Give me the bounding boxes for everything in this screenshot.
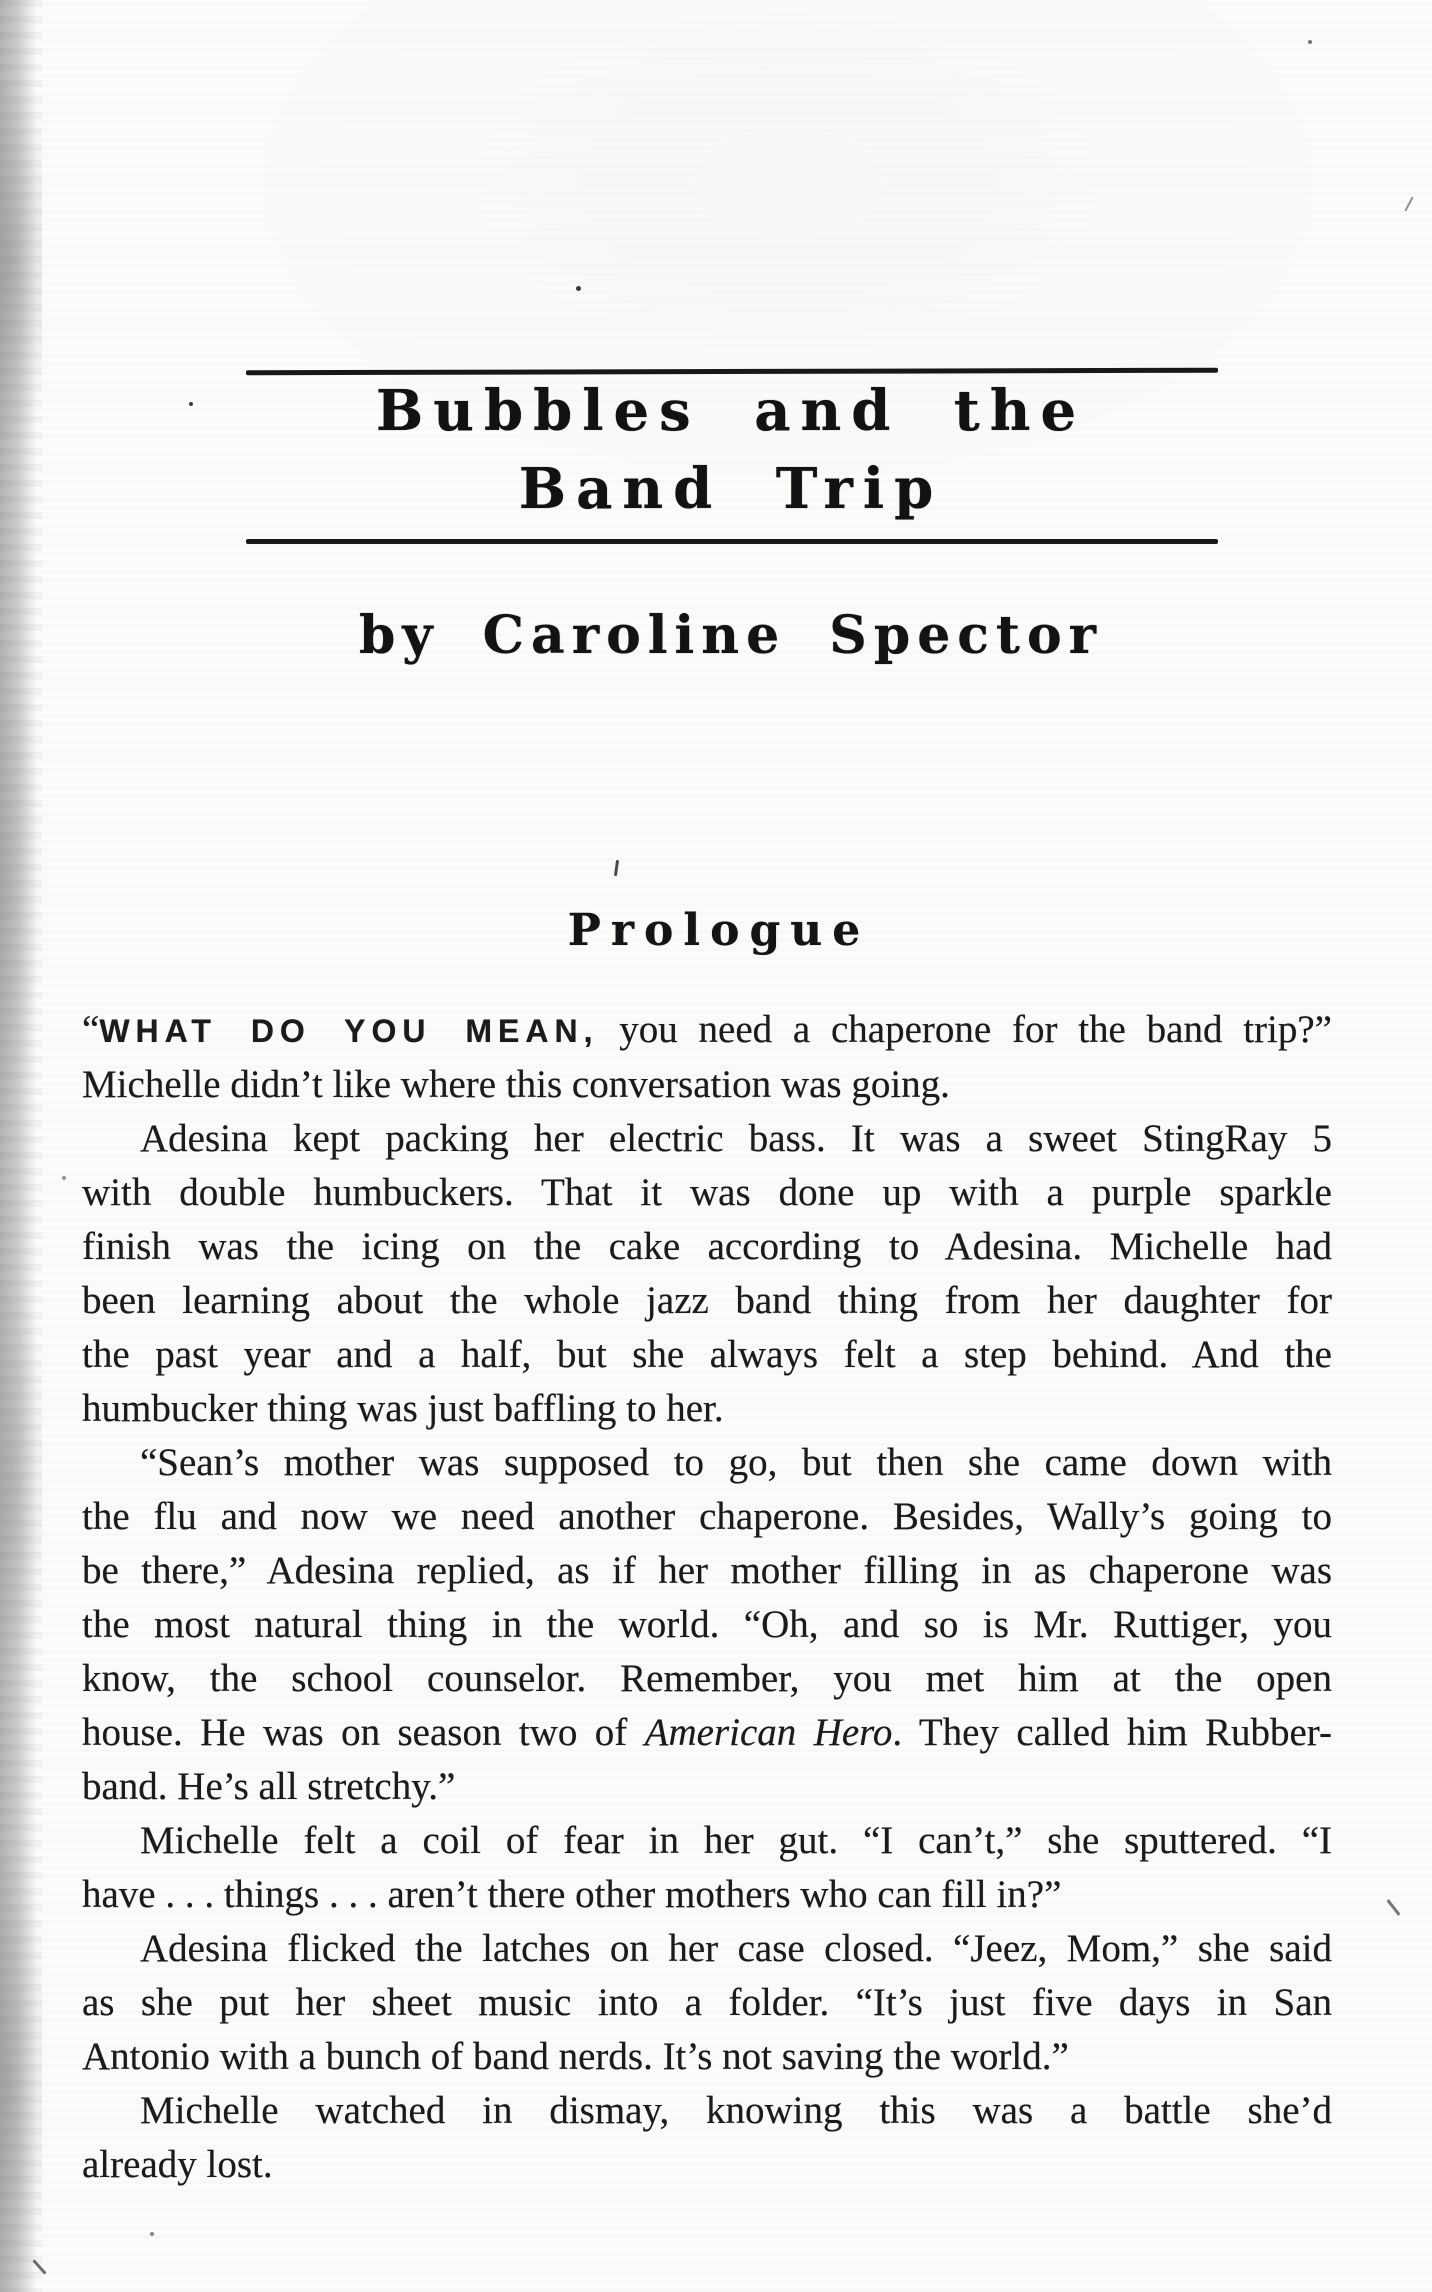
- line-text: you need a chaperone for the band trip?”: [598, 1008, 1332, 1051]
- scan-gutter-shadow: [0, 0, 42, 2292]
- body-line: be there,” Adesina replied, as if her mother filling in as chaperone was: [82, 1549, 1332, 1592]
- body-line: Antonio with a bunch of band nerds. It’s not saving the world.”: [82, 2035, 1069, 2078]
- body-text: [82, 1003, 1332, 2192]
- scan-speck: [62, 1176, 66, 1180]
- lead-small-caps: WHAT DO YOU MEAN,: [99, 1013, 599, 1049]
- section-heading: Prologue: [567, 905, 871, 956]
- body-line: humbucker thing was just baffling to her.: [82, 1387, 724, 1430]
- body-line: the past year and a half, but she always felt a step behind. And the: [82, 1333, 1332, 1376]
- story-title-line-2: Band Trip: [518, 456, 944, 522]
- story-title-line-1: Bubbles and the: [375, 378, 1087, 444]
- scan-mark: [32, 2259, 46, 2274]
- body-line: [82, 1003, 1332, 1058]
- body-line: already lost.: [82, 2143, 273, 2186]
- scan-speck: [1308, 40, 1312, 44]
- scan-speck: [150, 2232, 154, 2236]
- body-line: Adesina kept packing her electric bass. It was a sweet StingRay 5: [140, 1117, 1332, 1160]
- body-line: Michelle watched in dismay, knowing this was a battle she’d: [140, 2089, 1332, 2132]
- line-text: house. He was on season two of: [82, 1711, 645, 1754]
- story-title: [230, 372, 1232, 528]
- body-line: been learning about the whole jazz band thing from her daughter for: [82, 1279, 1332, 1322]
- body-line: with double humbuckers. That it was done up with a purple sparkle: [82, 1171, 1332, 1214]
- body-line: “Sean’s mother was supposed to go, but then she came down with: [140, 1441, 1332, 1484]
- byline: by Caroline Spector: [358, 605, 1104, 666]
- line-text: . They called him Rubber-: [892, 1711, 1332, 1754]
- body-line: Adesina flicked the latches on her case closed. “Jeez, Mom,” she said: [140, 1927, 1332, 1970]
- body-line: Michelle didn’t like where this conversation was going.: [82, 1063, 950, 1106]
- body-line: band. He’s all stretchy.”: [82, 1765, 456, 1808]
- body-line: Michelle felt a coil of fear in her gut. “I can’t,” she sputtered. “I: [140, 1819, 1332, 1862]
- scan-mark: [1386, 1899, 1400, 1916]
- body-line: the most natural thing in the world. “Oh, and so is Mr. Ruttiger, you: [82, 1603, 1332, 1646]
- scan-speck: [576, 286, 581, 291]
- body-line: know, the school counselor. Remember, you met him at the open: [82, 1657, 1332, 1700]
- body-line: have . . . things . . . aren’t there other mothers who can fill in?”: [82, 1873, 1062, 1916]
- scan-speck: [189, 402, 193, 406]
- open-quote: “: [82, 1008, 100, 1051]
- body-line: as she put her sheet music into a folder. “It’s just five days in San: [82, 1981, 1332, 2024]
- body-line: finish was the icing on the cake according to Adesina. Michelle had: [82, 1225, 1332, 1268]
- title-rule-bottom: [246, 539, 1218, 544]
- italic-title-text: American Hero: [644, 1711, 893, 1754]
- body-line: the flu and now we need another chaperone. Besides, Wally’s going to: [82, 1495, 1332, 1538]
- body-line: [82, 1706, 1332, 1760]
- scan-mark: [614, 860, 619, 876]
- scan-mark: [1404, 196, 1413, 211]
